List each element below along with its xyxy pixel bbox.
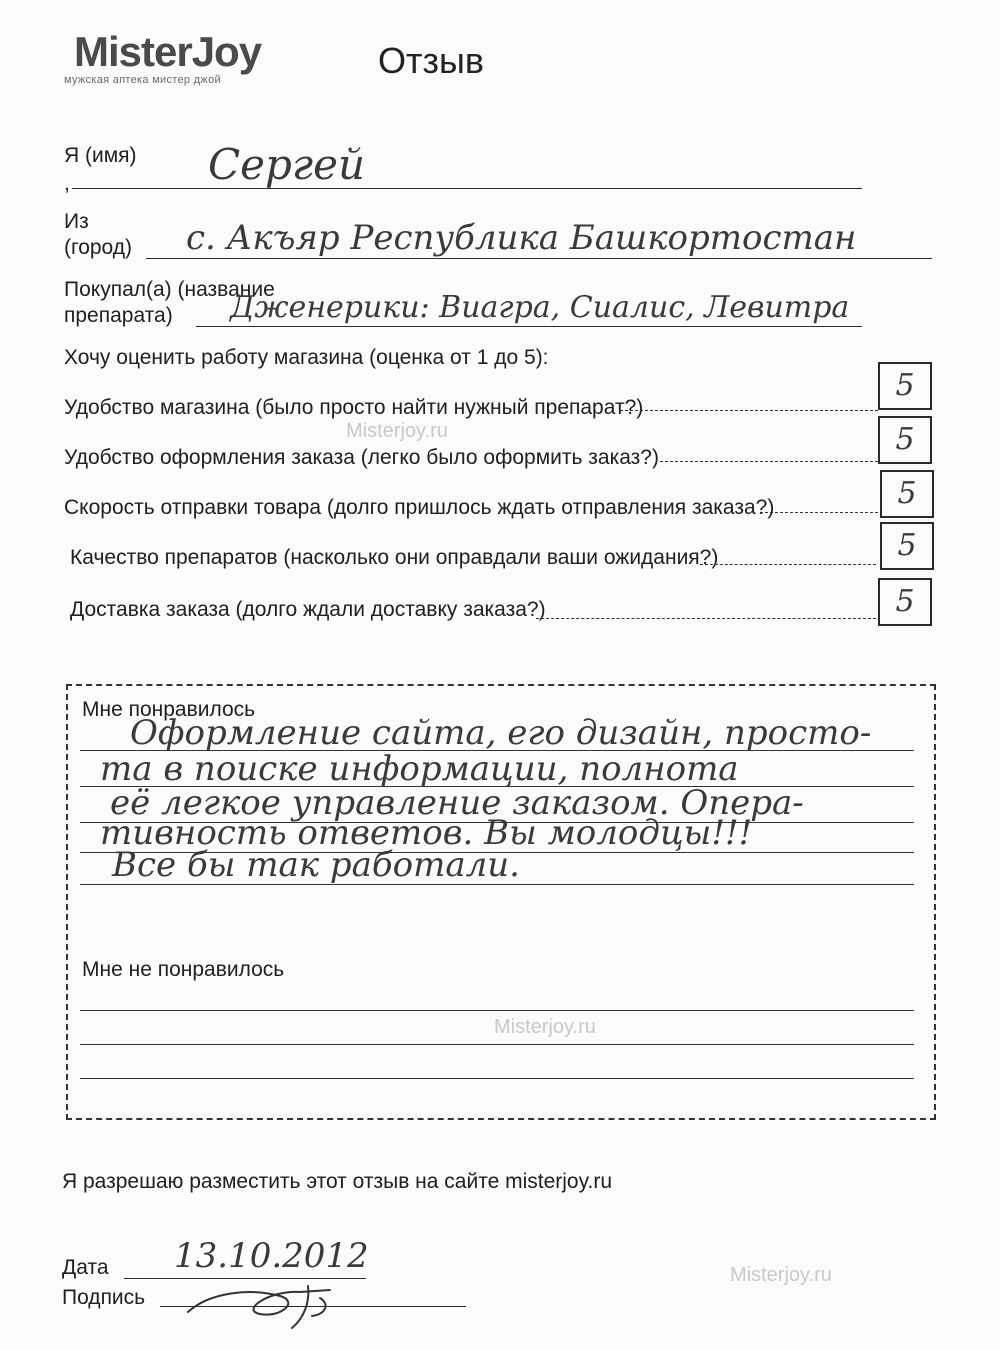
city-value: с. Акъяр Республика Башкортостан — [186, 218, 857, 258]
liked-text-line: её легкое управление заказом. Опера- — [110, 783, 804, 823]
rating-item-label: Удобство оформления заказа (легко было оформить заказ?) — [64, 446, 659, 469]
comment-rule — [80, 1078, 914, 1079]
purchase-label-1: Покупал(а) (название — [64, 278, 275, 301]
purchase-label-2: препарата) — [64, 304, 173, 327]
rating-score: 5 — [897, 528, 917, 563]
rating-score: 5 — [895, 584, 915, 619]
city-line — [146, 258, 932, 259]
liked-text-line: Все бы так работали. — [112, 845, 520, 885]
watermark: Misterjoy.ru — [494, 1016, 596, 1038]
rating-score: 5 — [895, 368, 915, 403]
name-label: Я (имя) — [64, 144, 137, 167]
purchase-line — [196, 326, 862, 327]
date-label: Дата — [62, 1256, 109, 1279]
rating-item-leader — [620, 410, 878, 411]
comment-rule — [80, 1044, 914, 1045]
rating-score-box — [878, 578, 932, 626]
watermark: Misterjoy.ru — [346, 420, 448, 442]
disliked-heading: Мне не понравилось — [82, 958, 285, 981]
signature-label: Подпись — [62, 1286, 146, 1309]
rating-score-box — [880, 470, 934, 518]
rating-score: 5 — [897, 476, 917, 511]
rating-item-leader — [700, 564, 876, 565]
comment-rule — [80, 1010, 914, 1011]
date-value: 13.10.2012 — [174, 1236, 369, 1276]
liked-text-line: та в поиске информации, полнота — [100, 749, 739, 789]
rating-item-label: Доставка заказа (долго ждали доставку заказа?) — [70, 598, 546, 621]
rating-item-label: Удобство магазина (было просто найти нужный препарат?) — [64, 396, 644, 419]
name-value: Сергей — [208, 140, 366, 189]
purchase-value: Дженерики: Виагра, Сиалис, Левитра — [230, 290, 850, 325]
rating-item-label: Скорость отправки товара (долго пришлось ждать отправления заказа?) — [64, 496, 775, 519]
rating-score: 5 — [895, 422, 915, 457]
liked-text-line: тивность ответов. Вы молодцы!!! — [100, 813, 753, 853]
consent-text: Я разрешаю разместить этот отзыв на сайте misterjoy.ru — [62, 1170, 613, 1193]
name-line — [72, 188, 862, 189]
rating-item-leader — [536, 618, 876, 619]
signature-mark — [180, 1278, 350, 1338]
page-title: Отзыв — [378, 40, 484, 81]
rating-score-box — [880, 522, 934, 570]
brand-tagline: мужская аптека мистер джой — [64, 74, 221, 86]
watermark: Misterjoy.ru — [730, 1264, 832, 1286]
rating-intro: Хочу оценить работу магазина (оценка от 1 до 5): — [64, 346, 549, 369]
brand-logo: MisterJoy — [74, 28, 262, 75]
liked-heading: Мне понравилось — [82, 698, 256, 721]
name-prefix: , — [64, 172, 70, 195]
rating-score-box — [878, 416, 932, 464]
city-label-1: Из — [64, 210, 89, 233]
rating-item-leader — [660, 461, 878, 462]
rating-item-label: Качество препаратов (насколько они оправдали ваши ожидания?) — [70, 546, 719, 569]
liked-text-line: Оформление сайта, его дизайн, просто- — [130, 713, 872, 753]
rating-score-box — [878, 362, 932, 410]
city-label-2: (город) — [64, 236, 133, 259]
rating-item-leader — [760, 512, 878, 513]
